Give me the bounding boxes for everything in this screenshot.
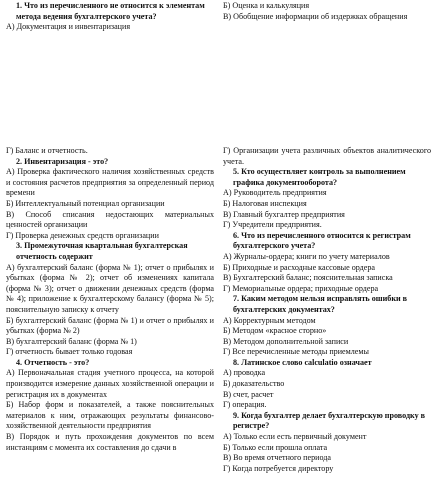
answer-option: Б) Оценка и калькуляция xyxy=(223,1,310,10)
answer-option: А) Корректурным методом xyxy=(223,315,316,325)
answer-option: Г) операция. xyxy=(223,400,267,410)
answer-option: Б) Набор форм и показателей, а также пояснительных материалов к ним, отражающих результаты финансово-хозяйственной деятельности предприятия xyxy=(6,400,214,431)
question-text: 6. Что из перечисленного относится к регистрам бухгалтерского учета? xyxy=(233,230,411,251)
answer-option: А) Проверка фактического наличия хозяйственных средств и состояния расчетов предприятия за определенный период времени xyxy=(6,167,214,198)
answer-option: В) Главный бухгалтер предприятия xyxy=(223,209,345,219)
answer-option: Б) доказательство xyxy=(223,379,285,389)
answer-option: В) Методом дополнительной записи xyxy=(223,336,349,346)
question-text: 3. Промежуточная квартальная бухгалтерская отчетность содержит xyxy=(16,241,188,261)
bottom-right-column xyxy=(223,146,431,474)
answer-option: А) Руководитель предприятия xyxy=(223,188,327,198)
answer-option: Б) Интеллектуальный потенциал организации xyxy=(6,198,165,208)
answer-option: В) Способ списания недостающих материальных ценностей организации xyxy=(6,209,214,230)
answer-option: Г) Все перечисленные методы приемлемы xyxy=(223,347,369,357)
answer-option: Г) Когда потребуется директору xyxy=(223,463,334,473)
answer-option: Б) Только если прошла оплата xyxy=(223,442,328,452)
question-text: 5. Кто осуществляет контроль за выполнением графика документооборота? xyxy=(233,167,406,187)
answer-option: В) Бухгалтерский баланс; пояснительная записка xyxy=(223,273,393,283)
answer-option: Б) Приходные и расходные кассовые ордера xyxy=(223,262,376,272)
answer-option: В) Обобщение информации об издержках обращения xyxy=(223,11,408,21)
answer-option: Г) Проверка денежных средств организации xyxy=(6,230,159,240)
answer-option: В) бухгалтерский баланс (форма № 1) xyxy=(6,336,137,346)
answer-option: Г) Учредители предприятия. xyxy=(223,220,322,230)
answer-option: А) Первоначальная стадия учетного процесса, на которой производится измерение данных хозяйственной операции и регистрация их в документах xyxy=(6,368,214,399)
answer-option: Г) Баланс и отчетность. xyxy=(6,146,88,155)
question-text: 9. Когда бухгалтер делает бухгалтерскую проводку в регистре? xyxy=(233,410,426,431)
answer-option: А) бухгалтерский баланс (форма № 1); отчет о прибылях и убытках (форма № 2); отчет об изменениях капитала (форма № 3); отчет о движении денежных средств (форма № 4); приложение к бухгалтерскому балансу (форма № 5); пояснительную записку к отчету xyxy=(6,262,214,314)
answer-option: А) Журналы-ордера; книги по учету материалов xyxy=(223,251,390,261)
answer-option: Б) Налоговая инспекция xyxy=(223,198,307,208)
answer-option: А) проводка xyxy=(223,368,266,378)
question-text: 1. Что из перечисленного не относится к элементам метода ведения бухгалтерского учета? xyxy=(16,1,205,21)
answer-option: Г) Мемориальные ордера; приходные ордера xyxy=(223,283,379,293)
bottom-left-column xyxy=(6,146,214,453)
question-text: 8. Латинское слово calculatio означает xyxy=(233,357,372,367)
top-left-column xyxy=(6,1,214,33)
answer-option: В) счет, расчет xyxy=(223,389,274,399)
answer-option: В) Во время отчетного периода xyxy=(223,453,331,463)
top-right-column xyxy=(223,1,431,22)
question-text: 2. Инвентаризация - это? xyxy=(16,156,109,166)
answer-option: Г) отчетность бывает только годовая xyxy=(6,347,133,357)
answer-option: Б) Методом «красное сторно» xyxy=(223,326,327,336)
answer-option: В) Порядок и путь прохождения документов по всем инстанциям с момента их составления до сдачи в xyxy=(6,432,214,452)
answer-option: А) Только если есть первичный документ xyxy=(223,432,367,442)
answer-option: Г) Организации учета различных объектов аналитического учета. xyxy=(223,146,431,166)
question-text: 4. Отчетность - это? xyxy=(16,357,90,367)
answer-option: Б) бухгалтерский баланс (форма № 1) и отчет о прибылях и убытках (форма № 2) xyxy=(6,315,214,336)
answer-option: А) Документация и инвентаризация xyxy=(6,22,131,32)
question-text: 7. Каким методом нельзя исправлять ошибки в бухгалтерских документах? xyxy=(233,294,408,314)
